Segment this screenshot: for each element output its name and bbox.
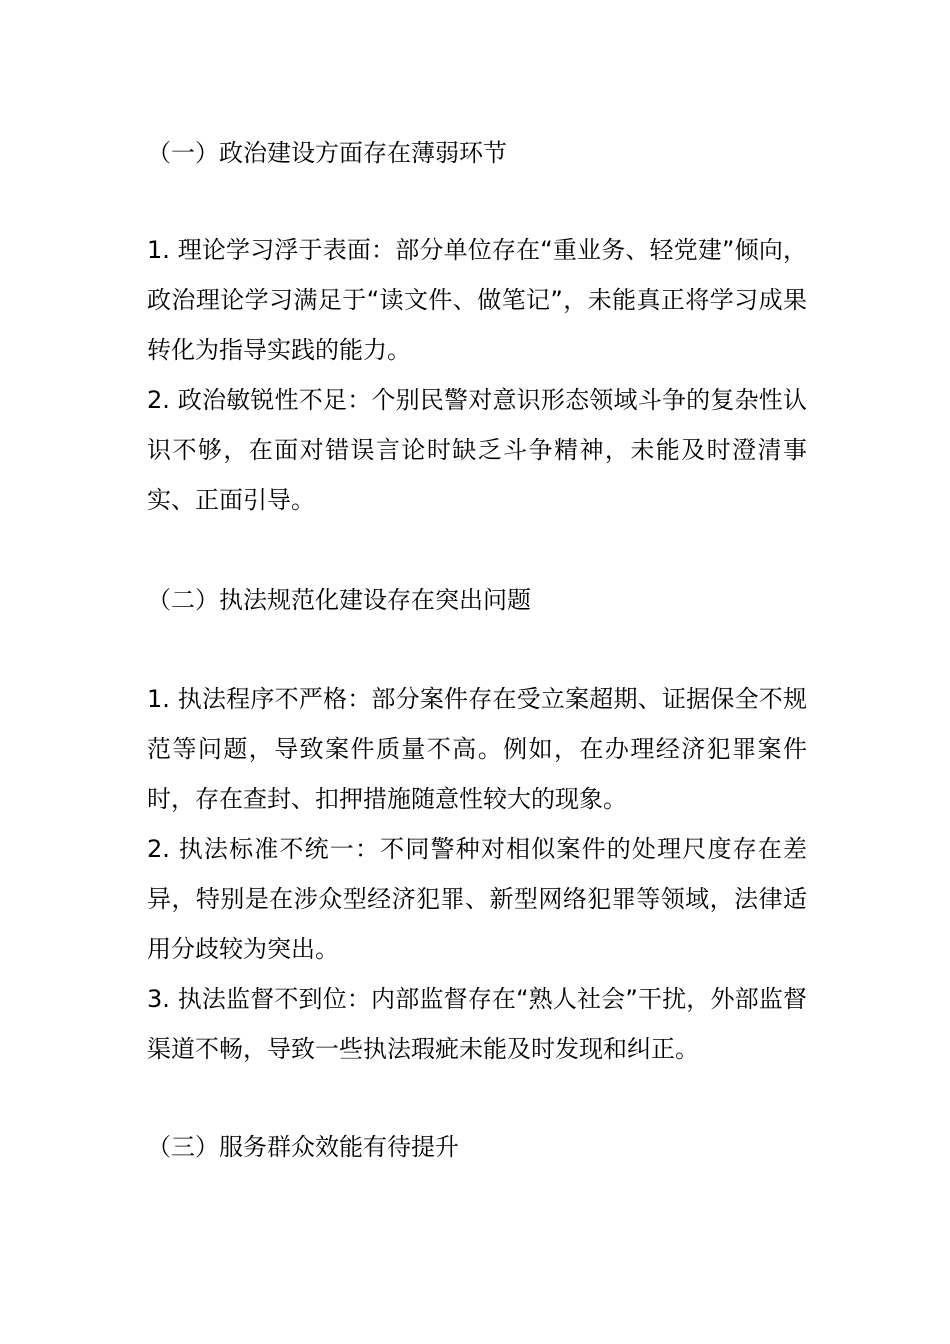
list-item: 1. 理论学习浮于表面：部分单位存在“重业务、轻党建”倾向，政治理论学习满足于“读文件、做笔记”，未能真正将学习成果转化为指导实践的能力。 (147, 236, 807, 364)
list-item: 3. 执法监督不到位：内部监督存在“熟人社会”干扰，外部监督渠道不畅，导致一些执法瑕疵未能及时发现和纠正。 (147, 985, 807, 1063)
list-item: 1. 执法程序不严格：部分案件存在受立案超期、证据保全不规范等问题，导致案件质量不高。例如，在办理经济犯罪案件时，存在查封、扣押措施随意性较大的现象。 (147, 685, 807, 813)
section-heading-2: （二）执法规范化建设存在突出问题 (147, 586, 531, 614)
list-item: 2. 政治敏锐性不足：个别民警对意识形态领域斗争的复杂性认识不够，在面对错误言论时缺乏斗争精神，未能及时澄清事实、正面引导。 (147, 386, 807, 514)
section-heading-1: （一）政治建设方面存在薄弱环节 (147, 139, 507, 167)
list-item: 2. 执法标准不统一：不同警种对相似案件的处理尺度存在差异，特别是在涉众型经济犯罪、新型网络犯罪等领域，法律适用分歧较为突出。 (147, 835, 807, 963)
section-heading-3: （三）服务群众效能有待提升 (147, 1133, 459, 1161)
